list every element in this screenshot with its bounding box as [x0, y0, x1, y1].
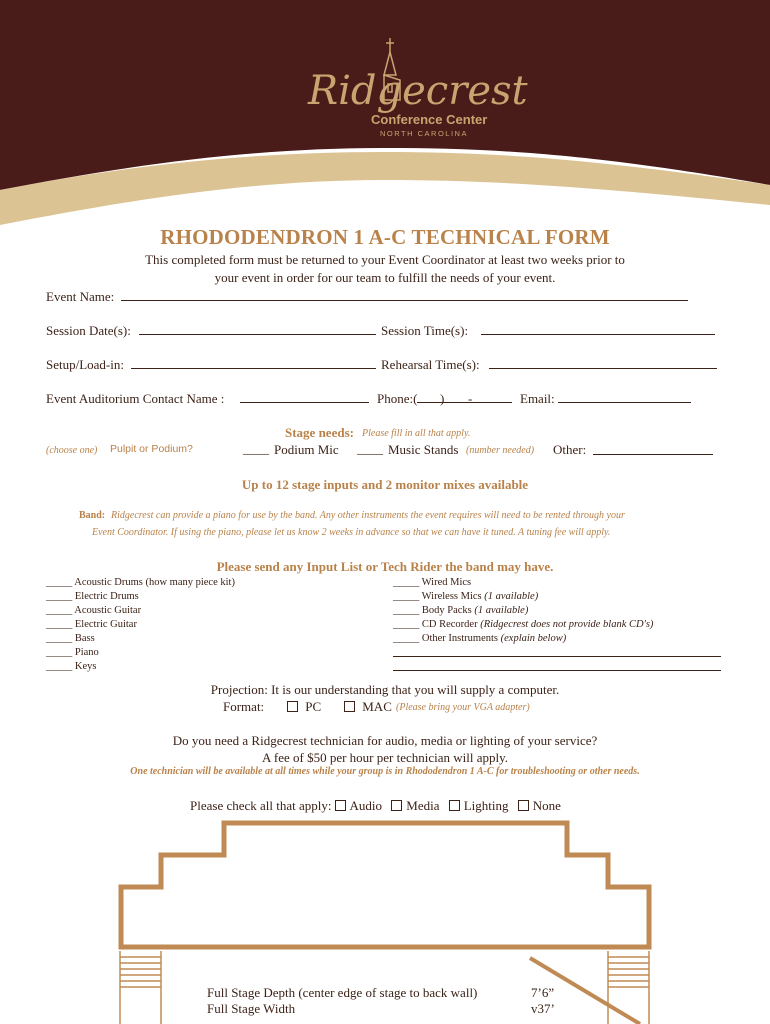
- list-item[interactable]: _____ Acoustic Guitar: [46, 605, 142, 616]
- format-label: Format:: [223, 699, 265, 714]
- phone-paren: ): [440, 391, 445, 406]
- audio-checkbox[interactable]: [335, 800, 346, 811]
- instrument-list-left: [46, 576, 235, 674]
- contact-label: Event Auditorium Contact Name :: [46, 391, 225, 406]
- header-banner: [0, 0, 770, 230]
- session-dates-field[interactable]: [139, 334, 376, 335]
- choose-one-note: (choose one): [46, 445, 98, 456]
- inputs-heading: Up to 12 stage inputs and 2 monitor mixes available: [241, 477, 529, 492]
- podium-mic-blank[interactable]: ____: [243, 441, 269, 456]
- list-item[interactable]: _____ CD Recorder (Ridgecrest does not provide blank CD's): [393, 619, 654, 630]
- stage-outline: [121, 823, 649, 947]
- other-instruments-line-1[interactable]: [393, 656, 721, 657]
- list-item[interactable]: _____ Electric Drums: [46, 591, 139, 602]
- band-label: Band:: [79, 510, 106, 521]
- stage-width-value: v37’: [531, 1001, 555, 1016]
- stage-needs-heading: Stage needs:: [285, 425, 354, 440]
- logo-line-1: Conference Center: [371, 112, 488, 127]
- contact-field[interactable]: [240, 402, 369, 403]
- mac-checkbox[interactable]: [344, 701, 355, 712]
- technician-fee: A fee of $50 per hour per technician will apply.: [261, 750, 509, 765]
- music-stands-label: Music Stands: [388, 442, 459, 457]
- stage-depth-value: 7’6”: [531, 985, 555, 1000]
- none-label: None: [532, 798, 561, 813]
- lighting-label: Lighting: [463, 798, 509, 813]
- list-item[interactable]: _____ Wireless Mics (1 available): [393, 591, 539, 602]
- event-name-field[interactable]: [121, 300, 688, 301]
- none-checkbox[interactable]: [518, 800, 529, 811]
- list-item[interactable]: _____ Keys: [46, 661, 97, 672]
- projection-text: Projection: It is our understanding that you will supply a computer.: [210, 682, 560, 697]
- other-label: Other:: [553, 442, 587, 457]
- music-stands-note: (number needed): [466, 445, 535, 456]
- media-checkbox[interactable]: [391, 800, 402, 811]
- list-item[interactable]: _____ Other Instruments (explain below): [393, 633, 567, 644]
- session-times-label: Session Time(s):: [381, 323, 469, 338]
- check-all-label: Please check all that apply:: [190, 798, 332, 813]
- phone-label: Phone:(: [377, 391, 418, 406]
- other-field[interactable]: [593, 454, 713, 455]
- session-times-field[interactable]: [481, 334, 715, 335]
- technician-question: Do you need a Ridgecrest technician for audio, media or lighting of your service?: [172, 733, 598, 748]
- equipment-list-right: [393, 576, 653, 646]
- stage-depth-label: Full Stage Depth (center edge of stage to back wall): [207, 985, 478, 1000]
- intro-line-2: your event in order for our team to fulfill the needs of your event.: [214, 270, 556, 285]
- session-dates-label: Session Date(s):: [46, 323, 131, 338]
- mac-note: (Please bring your VGA adapter): [396, 702, 530, 713]
- podium-mic-label: Podium Mic: [274, 442, 339, 457]
- stage-width-label: Full Stage Width: [207, 1001, 296, 1016]
- music-stands-blank[interactable]: ____: [357, 441, 383, 456]
- right-stairs: [608, 951, 649, 1024]
- email-field[interactable]: [558, 402, 691, 403]
- lighting-checkbox[interactable]: [449, 800, 460, 811]
- list-item[interactable]: _____ Electric Guitar: [46, 619, 137, 630]
- setup-field[interactable]: [131, 368, 376, 369]
- left-stairs: [120, 951, 161, 1024]
- list-item[interactable]: _____ Body Packs (1 available): [393, 605, 529, 616]
- audio-label: Audio: [349, 798, 383, 813]
- setup-label: Setup/Load-in:: [46, 357, 124, 372]
- band-line-2: Event Coordinator. If using the piano, please let us know 2 weeks in advance so that we can have it tuned. A tuning fee will apply.: [92, 527, 611, 538]
- rehearsal-label: Rehearsal Time(s):: [381, 357, 480, 372]
- event-name-label: Event Name:: [46, 289, 115, 304]
- list-item[interactable]: _____ Acoustic Drums (how many piece kit): [46, 577, 235, 588]
- list-item[interactable]: _____ Piano: [46, 647, 99, 658]
- check-all-row: [190, 798, 561, 814]
- pc-checkbox[interactable]: [287, 701, 298, 712]
- other-instruments-line-2[interactable]: [393, 670, 721, 671]
- rider-heading: Please send any Input List or Tech Rider the band may have.: [216, 559, 554, 574]
- list-item[interactable]: _____ Wired Mics: [393, 577, 472, 588]
- phone-field[interactable]: [417, 402, 512, 403]
- logo-wordmark: Ridgecrest: [308, 68, 528, 114]
- intro-line-1: This completed form must be returned to your Event Coordinator at least two weeks prior to: [145, 252, 625, 267]
- form-title: RHODODENDRON 1 A-C TECHNICAL FORM: [160, 225, 610, 249]
- technician-note: One technician will be available at all times while your group is in Rhododendron 1 A-C for troubleshooting or other needs.: [130, 766, 640, 777]
- pc-option[interactable]: PC: [287, 699, 321, 715]
- media-label: Media: [406, 798, 440, 813]
- mac-option[interactable]: MAC: [344, 699, 392, 715]
- band-line-1: Ridgecrest can provide a piano for use by the band. Any other instruments the event requires will need to be rented through your: [111, 510, 625, 521]
- list-item[interactable]: _____ Bass: [46, 633, 95, 644]
- pulpit-question: Pulpit or Podium?: [110, 443, 193, 455]
- stage-needs-note: Please fill in all that apply.: [362, 428, 471, 439]
- rehearsal-field[interactable]: [489, 368, 717, 369]
- logo-line-2: NORTH CAROLINA: [380, 129, 468, 138]
- email-label: Email:: [520, 391, 555, 406]
- phone-dash: -: [468, 391, 473, 406]
